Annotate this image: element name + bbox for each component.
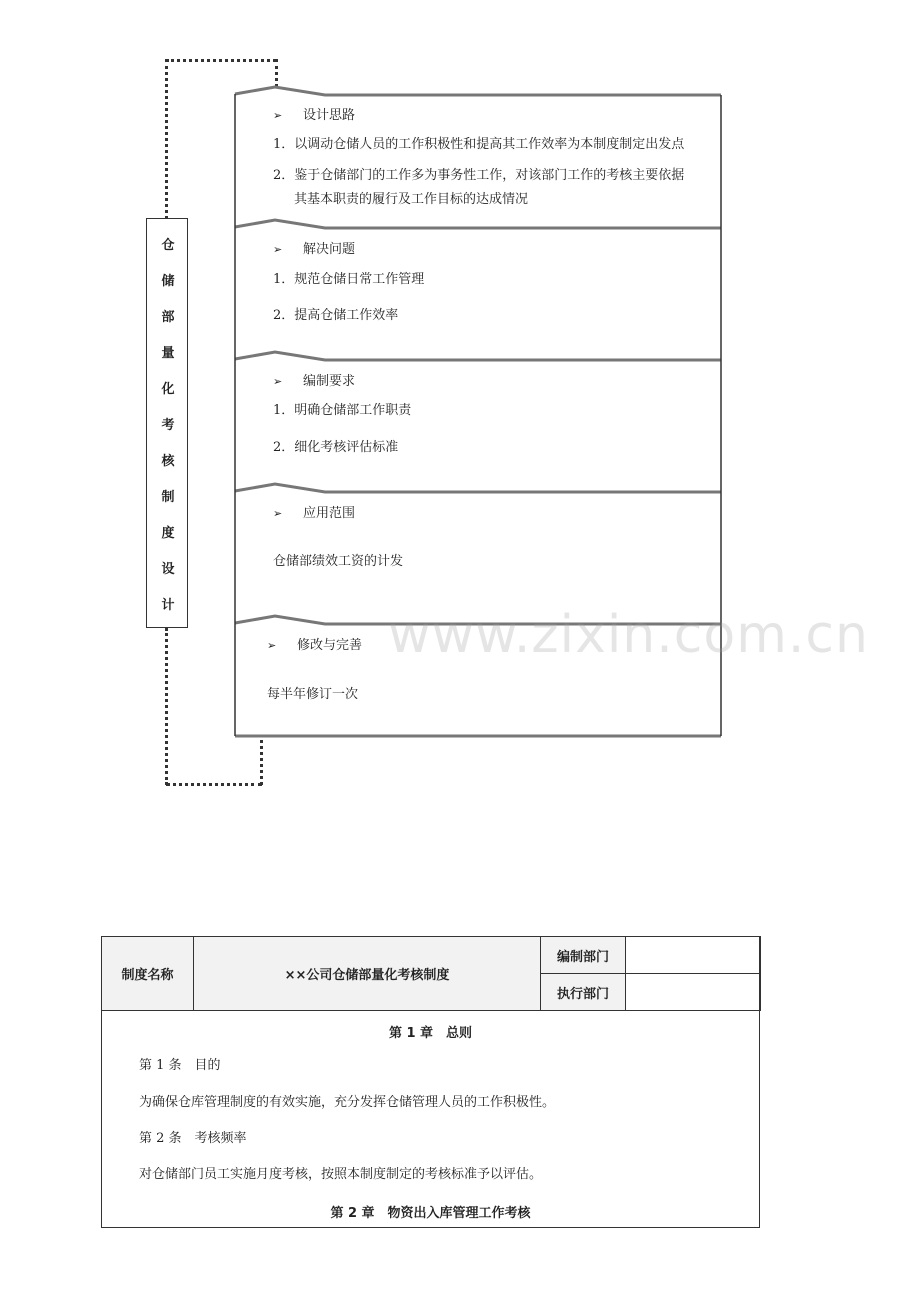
article-2-title: 第 2 条 考核频率 <box>139 1131 247 1146</box>
dotted-connector-bottom-right <box>260 740 263 785</box>
title-char: 储 <box>161 274 175 289</box>
title-char: 度 <box>161 526 175 541</box>
section-heading-text: 修改与完善 <box>297 638 363 653</box>
section-heading <box>273 506 355 522</box>
section-heading-text: 应用范围 <box>303 506 356 521</box>
section-item: 1．规范仓储日常工作管理 <box>273 272 425 287</box>
article-1-title: 第 1 条 目的 <box>139 1058 221 1073</box>
title-char: 核 <box>161 454 175 469</box>
section-item: 2．细化考核评估标准 <box>273 440 399 455</box>
section-heading <box>273 374 355 390</box>
dotted-connector-bottom <box>166 783 262 786</box>
section-item: 1．以调动仓储人员的工作积极性和提高其工作效率为本制度制定出发点 <box>273 137 685 152</box>
chapter-2-title: 第 2 章 物资出入库管理工作考核 <box>330 1206 531 1221</box>
policy-name-value: ××公司仓储部量化考核制度 <box>193 936 541 1011</box>
section-heading-text: 编制要求 <box>303 374 356 389</box>
section-heading-text: 解决问题 <box>303 242 356 257</box>
arrow-bullet-icon: ➢ <box>273 109 283 122</box>
section-item: 仓储部绩效工资的计发 <box>273 554 404 569</box>
dotted-connector-left-upper <box>165 59 168 219</box>
section-compilation-requirements <box>235 360 722 492</box>
arrow-bullet-icon: ➢ <box>273 243 283 256</box>
title-char: 量 <box>161 346 175 361</box>
arrow-bullet-icon: ➢ <box>273 375 283 388</box>
section-item: 2．鉴于仓储部门的工作多为事务性工作，对该部门工作的考核主要依据 <box>273 168 685 183</box>
section-heading <box>267 638 362 654</box>
policy-name-label: 制度名称 <box>101 936 194 1011</box>
article-2-text: 对仓储部门员工实施月度考核，按照本制度制定的考核标准予以评估。 <box>139 1167 543 1182</box>
editing-dept-label: 编制部门 <box>540 936 626 974</box>
title-char: 考 <box>161 418 175 433</box>
section-problems-solved <box>235 228 722 360</box>
chapter-1-title: 第 1 章 总则 <box>388 1026 473 1041</box>
section-item: 其基本职责的履行及工作目标的达成情况 <box>294 192 529 207</box>
title-char: 制 <box>161 490 175 505</box>
section-heading <box>273 108 355 124</box>
editing-dept-value <box>625 936 761 974</box>
title-char: 仓 <box>161 238 175 253</box>
article-1-text: 为确保仓库管理制度的有效实施，充分发挥仓储管理人员的工作积极性。 <box>139 1095 556 1110</box>
section-item: 每半年修订一次 <box>267 687 359 702</box>
dotted-connector-top <box>166 59 276 62</box>
section-heading <box>273 242 355 258</box>
executing-dept-value <box>625 973 761 1011</box>
title-char: 设 <box>161 562 175 577</box>
section-heading-text: 设计思路 <box>303 108 356 123</box>
title-char: 化 <box>161 382 175 397</box>
policy-document <box>101 936 760 1228</box>
section-design-idea <box>235 95 722 227</box>
arrow-bullet-icon: ➢ <box>273 507 283 520</box>
section-item: 1．明确仓储部工作职责 <box>273 403 412 418</box>
watermark: www.zixin.com.cn <box>388 605 869 665</box>
executing-dept-label: 执行部门 <box>540 973 626 1011</box>
dotted-connector-left-lower <box>165 628 168 785</box>
arrow-bullet-icon: ➢ <box>267 639 277 652</box>
dotted-connector-top-right <box>275 59 278 87</box>
section-item: 2．提高仓储工作效率 <box>273 308 399 323</box>
title-char: 部 <box>161 310 175 325</box>
title-char: 计 <box>161 598 175 613</box>
vertical-title-box <box>146 218 188 628</box>
